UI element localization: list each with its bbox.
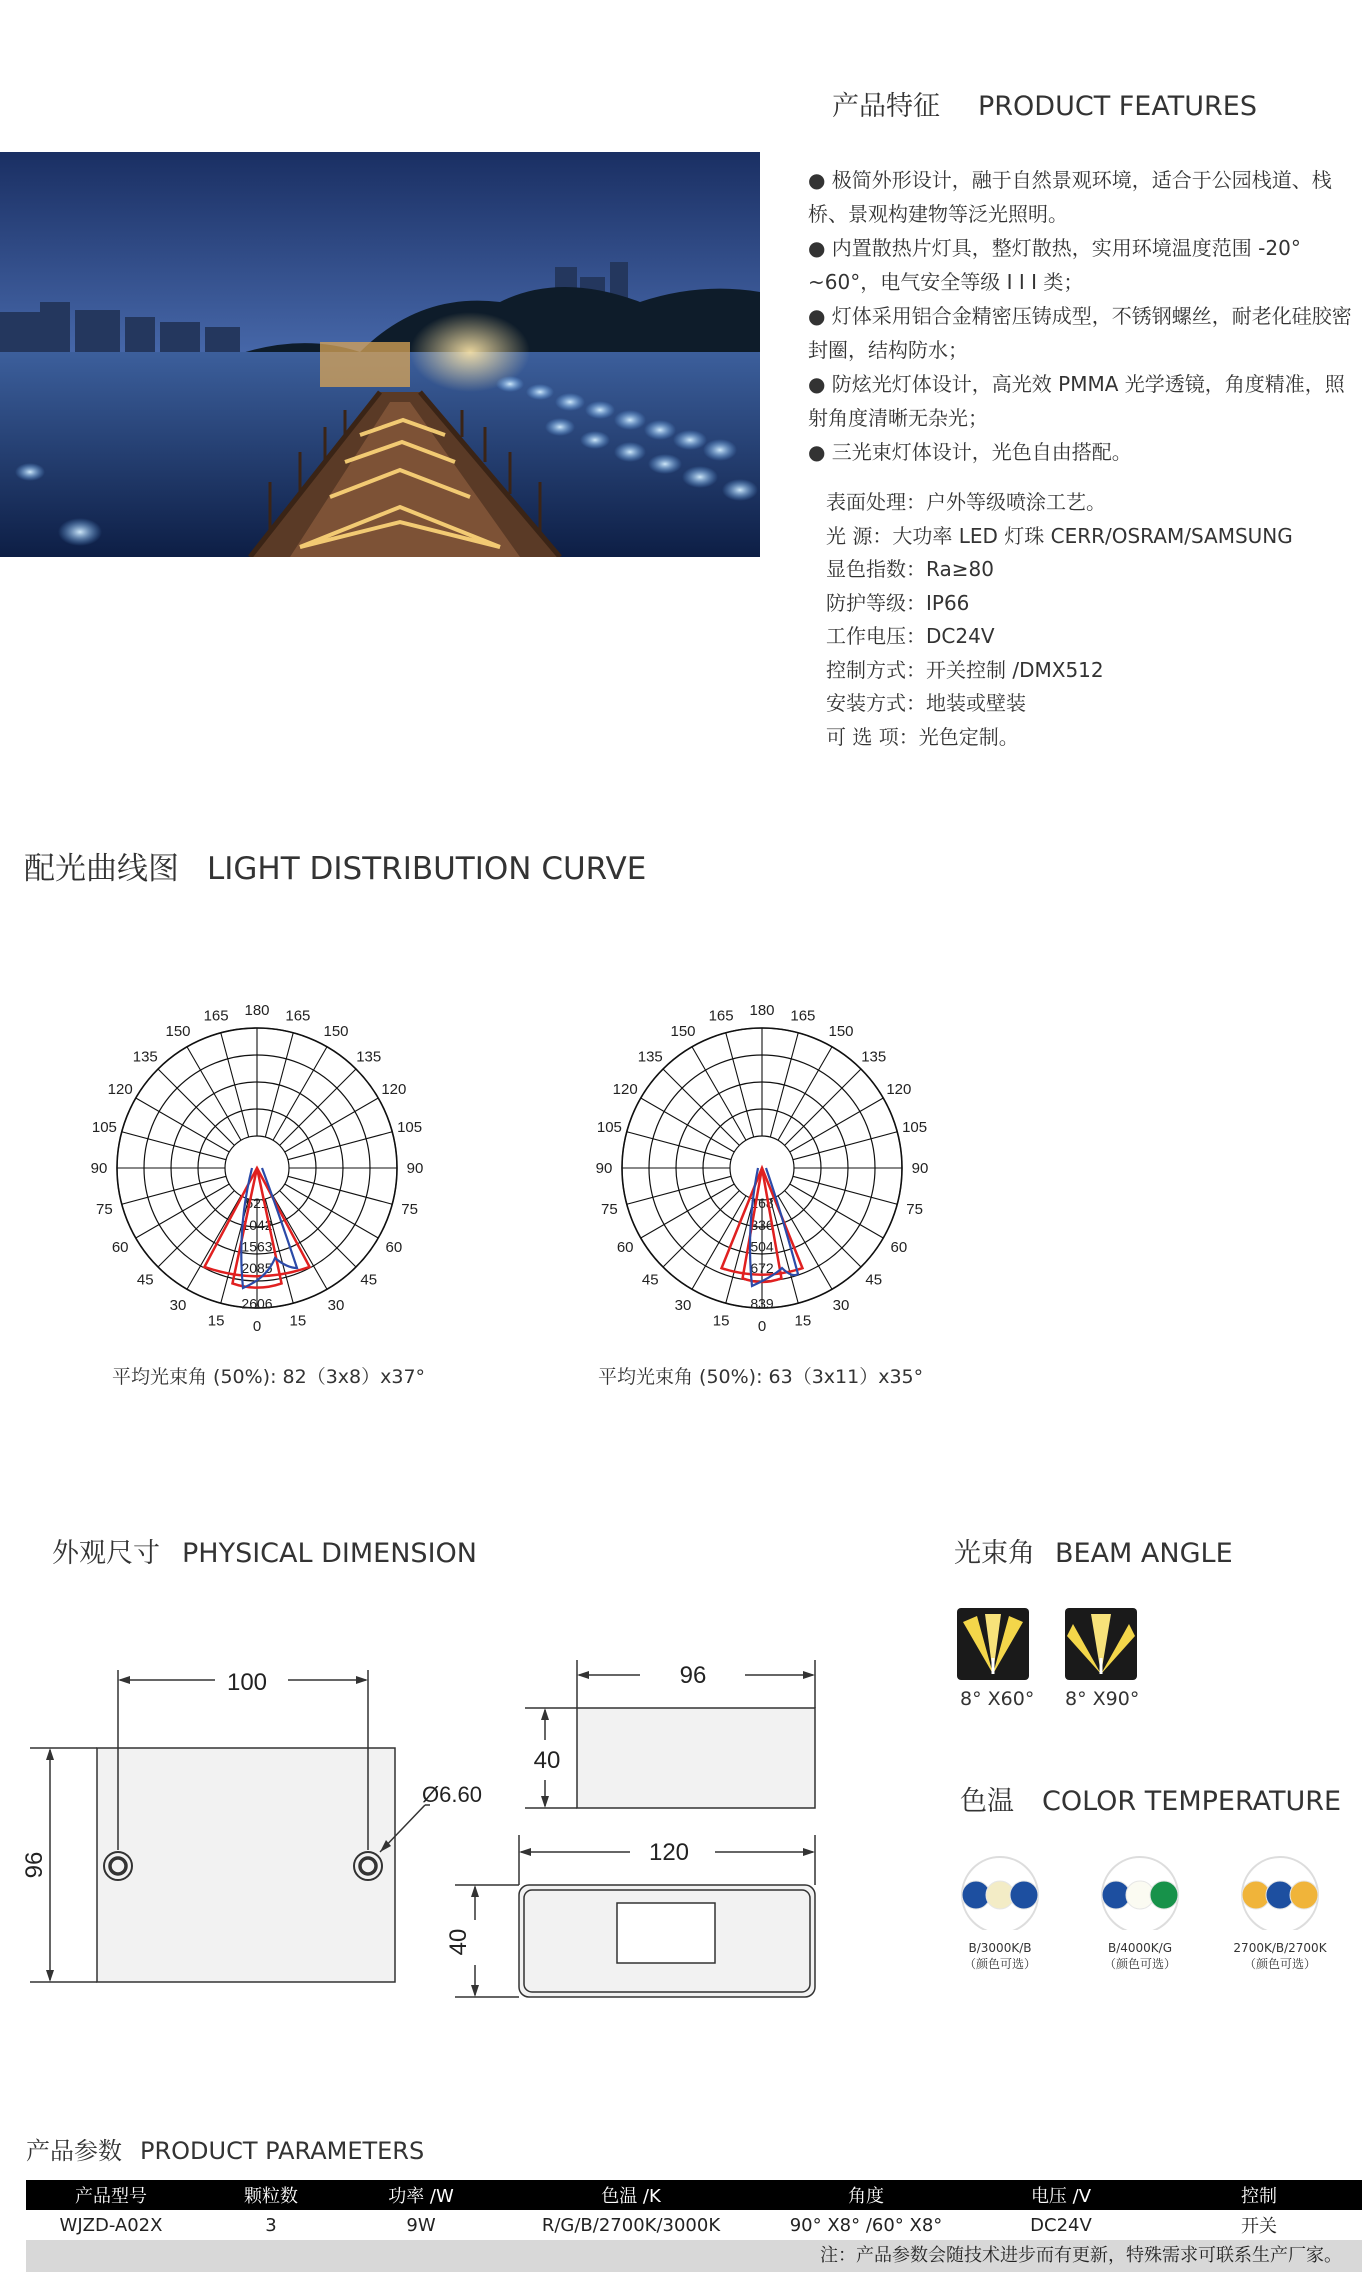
- polar-angle-label: 120: [381, 1081, 407, 1098]
- polar-angle-label: 165: [203, 1007, 229, 1025]
- polar-angle-label: 60: [890, 1239, 908, 1256]
- beam-60-icon: [957, 1608, 1029, 1680]
- polar-angle-label: 75: [401, 1200, 418, 1218]
- feature-list: [808, 163, 1356, 469]
- polar-spoke: [627, 1132, 731, 1160]
- polar-angle-label: 75: [601, 1200, 618, 1218]
- feature-item: ● 防炫光灯体设计，高光效 PMMA 光学透镜，角度精准，照射角度清晰无杂光；: [808, 372, 1345, 430]
- spec-item: 控制方式：开关控制 /DMX512: [826, 657, 1104, 682]
- params-header-row: [26, 2180, 1362, 2210]
- cell-led-count: 3: [265, 2214, 277, 2236]
- cell-angle: 90° X8° /60° X8°: [789, 2214, 943, 2236]
- polar-spoke: [288, 1132, 392, 1160]
- color-temp-label: B/3000K/B: [968, 1941, 1032, 1955]
- features-heading-cn: 产品特征: [832, 91, 940, 122]
- polar-angle-label: 60: [616, 1239, 634, 1256]
- polar-angle-label: 30: [674, 1296, 692, 1314]
- params-heading: [26, 2131, 424, 2166]
- spec-item: 安装方式：地装或壁装: [826, 691, 1026, 715]
- polar-angle-label: 60: [385, 1239, 403, 1256]
- color-temp-note: （颜色可选）: [963, 1957, 1036, 1971]
- spec-list: [826, 486, 1293, 754]
- dimension-heading: [52, 1531, 477, 1570]
- color-temp-option: [1210, 1850, 1350, 1990]
- beam-heading-en: BEAM ANGLE: [1055, 1538, 1233, 1569]
- feature-item: ● 内置散热片灯具，整灯散热，实用环境温度范围 -20° ~60°，电气安全等级 I I I 类；: [808, 236, 1301, 294]
- polar-angle-label: 135: [356, 1048, 382, 1066]
- swatch-dot: [1150, 1881, 1178, 1909]
- polar-angle-label: 75: [906, 1200, 923, 1218]
- polar-angle-label: 150: [165, 1023, 191, 1041]
- col-header: 控制: [1156, 2180, 1362, 2210]
- color-temp-heading-en: COLOR TEMPERATURE: [1042, 1786, 1342, 1817]
- polar-angle-label: 45: [136, 1271, 154, 1289]
- dim-hole-diameter: Ø6.60: [422, 1782, 482, 1807]
- beam-heading-cn: 光束角: [954, 1538, 1035, 1569]
- polar-spoke: [288, 1176, 392, 1204]
- polar-angle-label: 120: [612, 1081, 638, 1098]
- polar-intensity-label: 1042: [241, 1216, 273, 1233]
- polar-spoke: [793, 1176, 897, 1204]
- polar-spoke: [122, 1132, 226, 1160]
- polar-spoke: [285, 1184, 379, 1238]
- color-temp-note: （颜色可选）: [1103, 1957, 1176, 1971]
- features-heading: [832, 84, 1257, 123]
- polar-angle-label: 90: [406, 1160, 424, 1177]
- beam-60-label: 8° X60°: [960, 1688, 1035, 1710]
- polar-intensity-label: 839: [750, 1295, 774, 1312]
- polar-angle-label: 105: [91, 1119, 117, 1137]
- polar-spoke: [627, 1176, 731, 1204]
- polar-angle-label: 135: [637, 1048, 663, 1066]
- polar-angle-label: 180: [244, 1002, 270, 1019]
- polar-spoke: [187, 1047, 241, 1141]
- dim-side-height: 40: [445, 1928, 472, 1956]
- cell-power: 9W: [406, 2214, 436, 2236]
- polar-intensity-label: 2606: [241, 1295, 273, 1312]
- polar-spoke: [692, 1047, 746, 1141]
- polar-intensity-label: 504: [750, 1238, 774, 1255]
- beam-90-icon: [1065, 1608, 1137, 1680]
- dimension-drawing: [0, 1640, 860, 2010]
- feature-item: ● 三光束灯体设计，光色自由搭配。: [808, 440, 1132, 464]
- polar-angle-label: 165: [285, 1007, 311, 1025]
- dim-top-height: 40: [533, 1747, 561, 1774]
- polar-angle-label: 75: [96, 1200, 113, 1218]
- features-heading-en: PRODUCT FEATURES: [978, 91, 1257, 122]
- cell-color-temp: R/G/B/2700K/3000K: [541, 2214, 721, 2236]
- swatch-dot: [1010, 1881, 1038, 1909]
- polar-intensity-label: 2085: [241, 1260, 273, 1276]
- color-temp-swatch: [930, 1850, 1070, 1930]
- polar-spoke: [641, 1098, 735, 1152]
- polar-angle-label: 105: [397, 1119, 423, 1137]
- polar-chart-1-svg: [60, 980, 460, 1340]
- polar-angle-label: 15: [207, 1312, 225, 1330]
- polar-spoke: [778, 1196, 832, 1290]
- beam-90-label: 8° X90°: [1065, 1688, 1140, 1710]
- polar-angle-label: 45: [360, 1271, 378, 1289]
- polar-angle-label: 45: [865, 1271, 883, 1289]
- polar-angle-label: 180: [749, 1002, 775, 1019]
- polar-angle-label: 15: [712, 1312, 730, 1330]
- distribution-heading-en: LIGHT DISTRIBUTION CURVE: [207, 851, 647, 887]
- polar-angle-label: 15: [794, 1312, 812, 1330]
- polar-chart-2-svg: [565, 980, 965, 1340]
- polar-angle-label: 150: [670, 1023, 696, 1041]
- polar-spoke: [273, 1047, 327, 1141]
- dimension-heading-en: PHYSICAL DIMENSION: [182, 1538, 477, 1569]
- swatch-dot: [1290, 1881, 1318, 1909]
- dim-front-width: 100: [226, 1669, 268, 1696]
- polar-spoke: [778, 1047, 832, 1141]
- polar-angle-label: 0: [757, 1318, 767, 1335]
- color-temp-swatch: [1070, 1850, 1210, 1930]
- polar-angle-label: 90: [911, 1160, 929, 1177]
- product-scene-photo: [0, 152, 760, 557]
- spec-item: 表面处理：户外等级喷涂工艺。: [826, 490, 1106, 514]
- color-temp-swatch: [1210, 1850, 1350, 1930]
- polar-spoke: [158, 1069, 234, 1145]
- polar-spoke: [785, 1069, 861, 1145]
- table-row: [26, 2210, 1362, 2240]
- col-header: 颗粒数: [196, 2180, 346, 2210]
- polar-angle-label: 135: [132, 1048, 158, 1066]
- polar-angle-label: 135: [861, 1048, 887, 1066]
- polar-spoke: [770, 1199, 798, 1303]
- polar-spoke: [265, 1033, 293, 1137]
- polar-spoke: [726, 1033, 754, 1137]
- params-table-wrap: [26, 2180, 1362, 2272]
- polar-angle-label: 15: [289, 1312, 307, 1330]
- color-temp-heading-cn: 色温: [960, 1786, 1014, 1817]
- cell-model: WJZD-A02X: [59, 2214, 163, 2236]
- polar-angle-label: 105: [902, 1119, 928, 1137]
- polar-spoke: [641, 1184, 735, 1238]
- spec-item: 可 选 项：光色定制。: [826, 724, 1019, 749]
- col-header: 功率 /W: [346, 2180, 496, 2210]
- params-note: 注：产品参数会随技术进步而有更新，特殊需求可联系生产厂家。: [26, 2240, 1362, 2272]
- polar-spoke: [790, 1098, 884, 1152]
- polar-spoke: [692, 1196, 746, 1290]
- dim-top-width: 96: [679, 1662, 707, 1689]
- polar-angle-label: 60: [111, 1239, 129, 1256]
- color-temp-note: （颜色可选）: [1243, 1957, 1316, 1971]
- polar-angle-label: 165: [790, 1007, 816, 1025]
- spec-item: 防护等级：IP66: [826, 590, 970, 615]
- polar-angle-label: 30: [169, 1296, 187, 1314]
- color-temp-option: [1070, 1850, 1210, 1990]
- polar-spoke: [221, 1033, 249, 1137]
- polar-spoke: [790, 1184, 884, 1238]
- polar-angle-label: 120: [107, 1081, 133, 1098]
- col-header: 角度: [766, 2180, 966, 2210]
- polar-spoke: [793, 1132, 897, 1160]
- polar-angle-label: 0: [252, 1318, 262, 1335]
- beam-heading: [954, 1531, 1233, 1570]
- feature-item: ● 灯体采用铝合金精密压铸成型，不锈钢螺丝，耐老化硅胶密封圈，结构防水；: [808, 304, 1352, 362]
- feature-item: ● 极简外形设计，融于自然景观环境，适合于公园栈道、栈桥、景观构建物等泛光照明。: [808, 168, 1332, 226]
- distribution-heading: [24, 843, 646, 888]
- polar-intensity-label: 336: [750, 1216, 774, 1233]
- polar-angle-label: 30: [832, 1296, 850, 1314]
- spec-item: 光 源：大功率 LED 灯珠 CERR/OSRAM/SAMSUNG: [826, 523, 1293, 548]
- params-table: [26, 2180, 1362, 2240]
- params-heading-en: PRODUCT PARAMETERS: [140, 2137, 425, 2165]
- polar-spoke: [280, 1191, 356, 1267]
- polar-spoke: [122, 1176, 226, 1204]
- cell-control: 开关: [1241, 2216, 1277, 2237]
- polar-angle-label: 150: [323, 1023, 349, 1041]
- polar-spoke: [770, 1033, 798, 1137]
- polar-intensity-label: 521: [245, 1195, 269, 1212]
- dimension-heading-cn: 外观尺寸: [52, 1538, 160, 1569]
- polar-angle-label: 120: [886, 1081, 912, 1098]
- polar-angle-label: 90: [90, 1160, 108, 1177]
- polar-angle-label: 165: [708, 1007, 734, 1025]
- polar-angle-label: 105: [596, 1119, 622, 1137]
- polar-spoke: [136, 1098, 230, 1152]
- cell-voltage: DC24V: [1030, 2214, 1092, 2236]
- color-temp-option: [930, 1850, 1070, 1990]
- distribution-heading-cn: 配光曲线图: [24, 851, 179, 887]
- polar-spoke: [663, 1069, 739, 1145]
- color-temp-label: 2700K/B/2700K: [1233, 1941, 1327, 1955]
- beam-avg-caption-1: 平均光束角 (50%): 82（3x8）x37°: [112, 1366, 426, 1388]
- polar-intensity-label: 672: [750, 1260, 774, 1276]
- polar-angle-label: 30: [327, 1296, 345, 1314]
- polar-intensity-label: 1563: [241, 1238, 273, 1255]
- color-temp-options: [930, 1850, 1350, 1990]
- col-header: 色温 /K: [496, 2180, 766, 2210]
- beam-avg-caption-2: 平均光束角 (50%): 63（3x11）x35°: [598, 1366, 924, 1388]
- params-heading-cn: 产品参数: [26, 2137, 122, 2165]
- polar-angle-label: 45: [641, 1271, 659, 1289]
- dim-side-width: 120: [648, 1839, 690, 1866]
- col-header: 产品型号: [26, 2180, 196, 2210]
- col-header: 电压 /V: [966, 2180, 1156, 2210]
- polar-spoke: [158, 1191, 234, 1267]
- spec-item: 工作电压：DC24V: [826, 624, 995, 648]
- polar-angle-label: 90: [595, 1160, 613, 1177]
- spec-item: 显色指数：Ra≥80: [826, 557, 994, 581]
- polar-spoke: [285, 1098, 379, 1152]
- polar-chart-1: [60, 980, 460, 1340]
- polar-intensity-label: 168: [750, 1195, 774, 1212]
- dim-front-height: 96: [21, 1851, 48, 1879]
- color-temp-label: B/4000K/G: [1107, 1941, 1173, 1955]
- polar-chart-2: [565, 980, 965, 1340]
- color-temp-heading: [960, 1779, 1341, 1818]
- polar-spoke: [136, 1184, 230, 1238]
- polar-spoke: [280, 1069, 356, 1145]
- polar-angle-label: 150: [828, 1023, 854, 1041]
